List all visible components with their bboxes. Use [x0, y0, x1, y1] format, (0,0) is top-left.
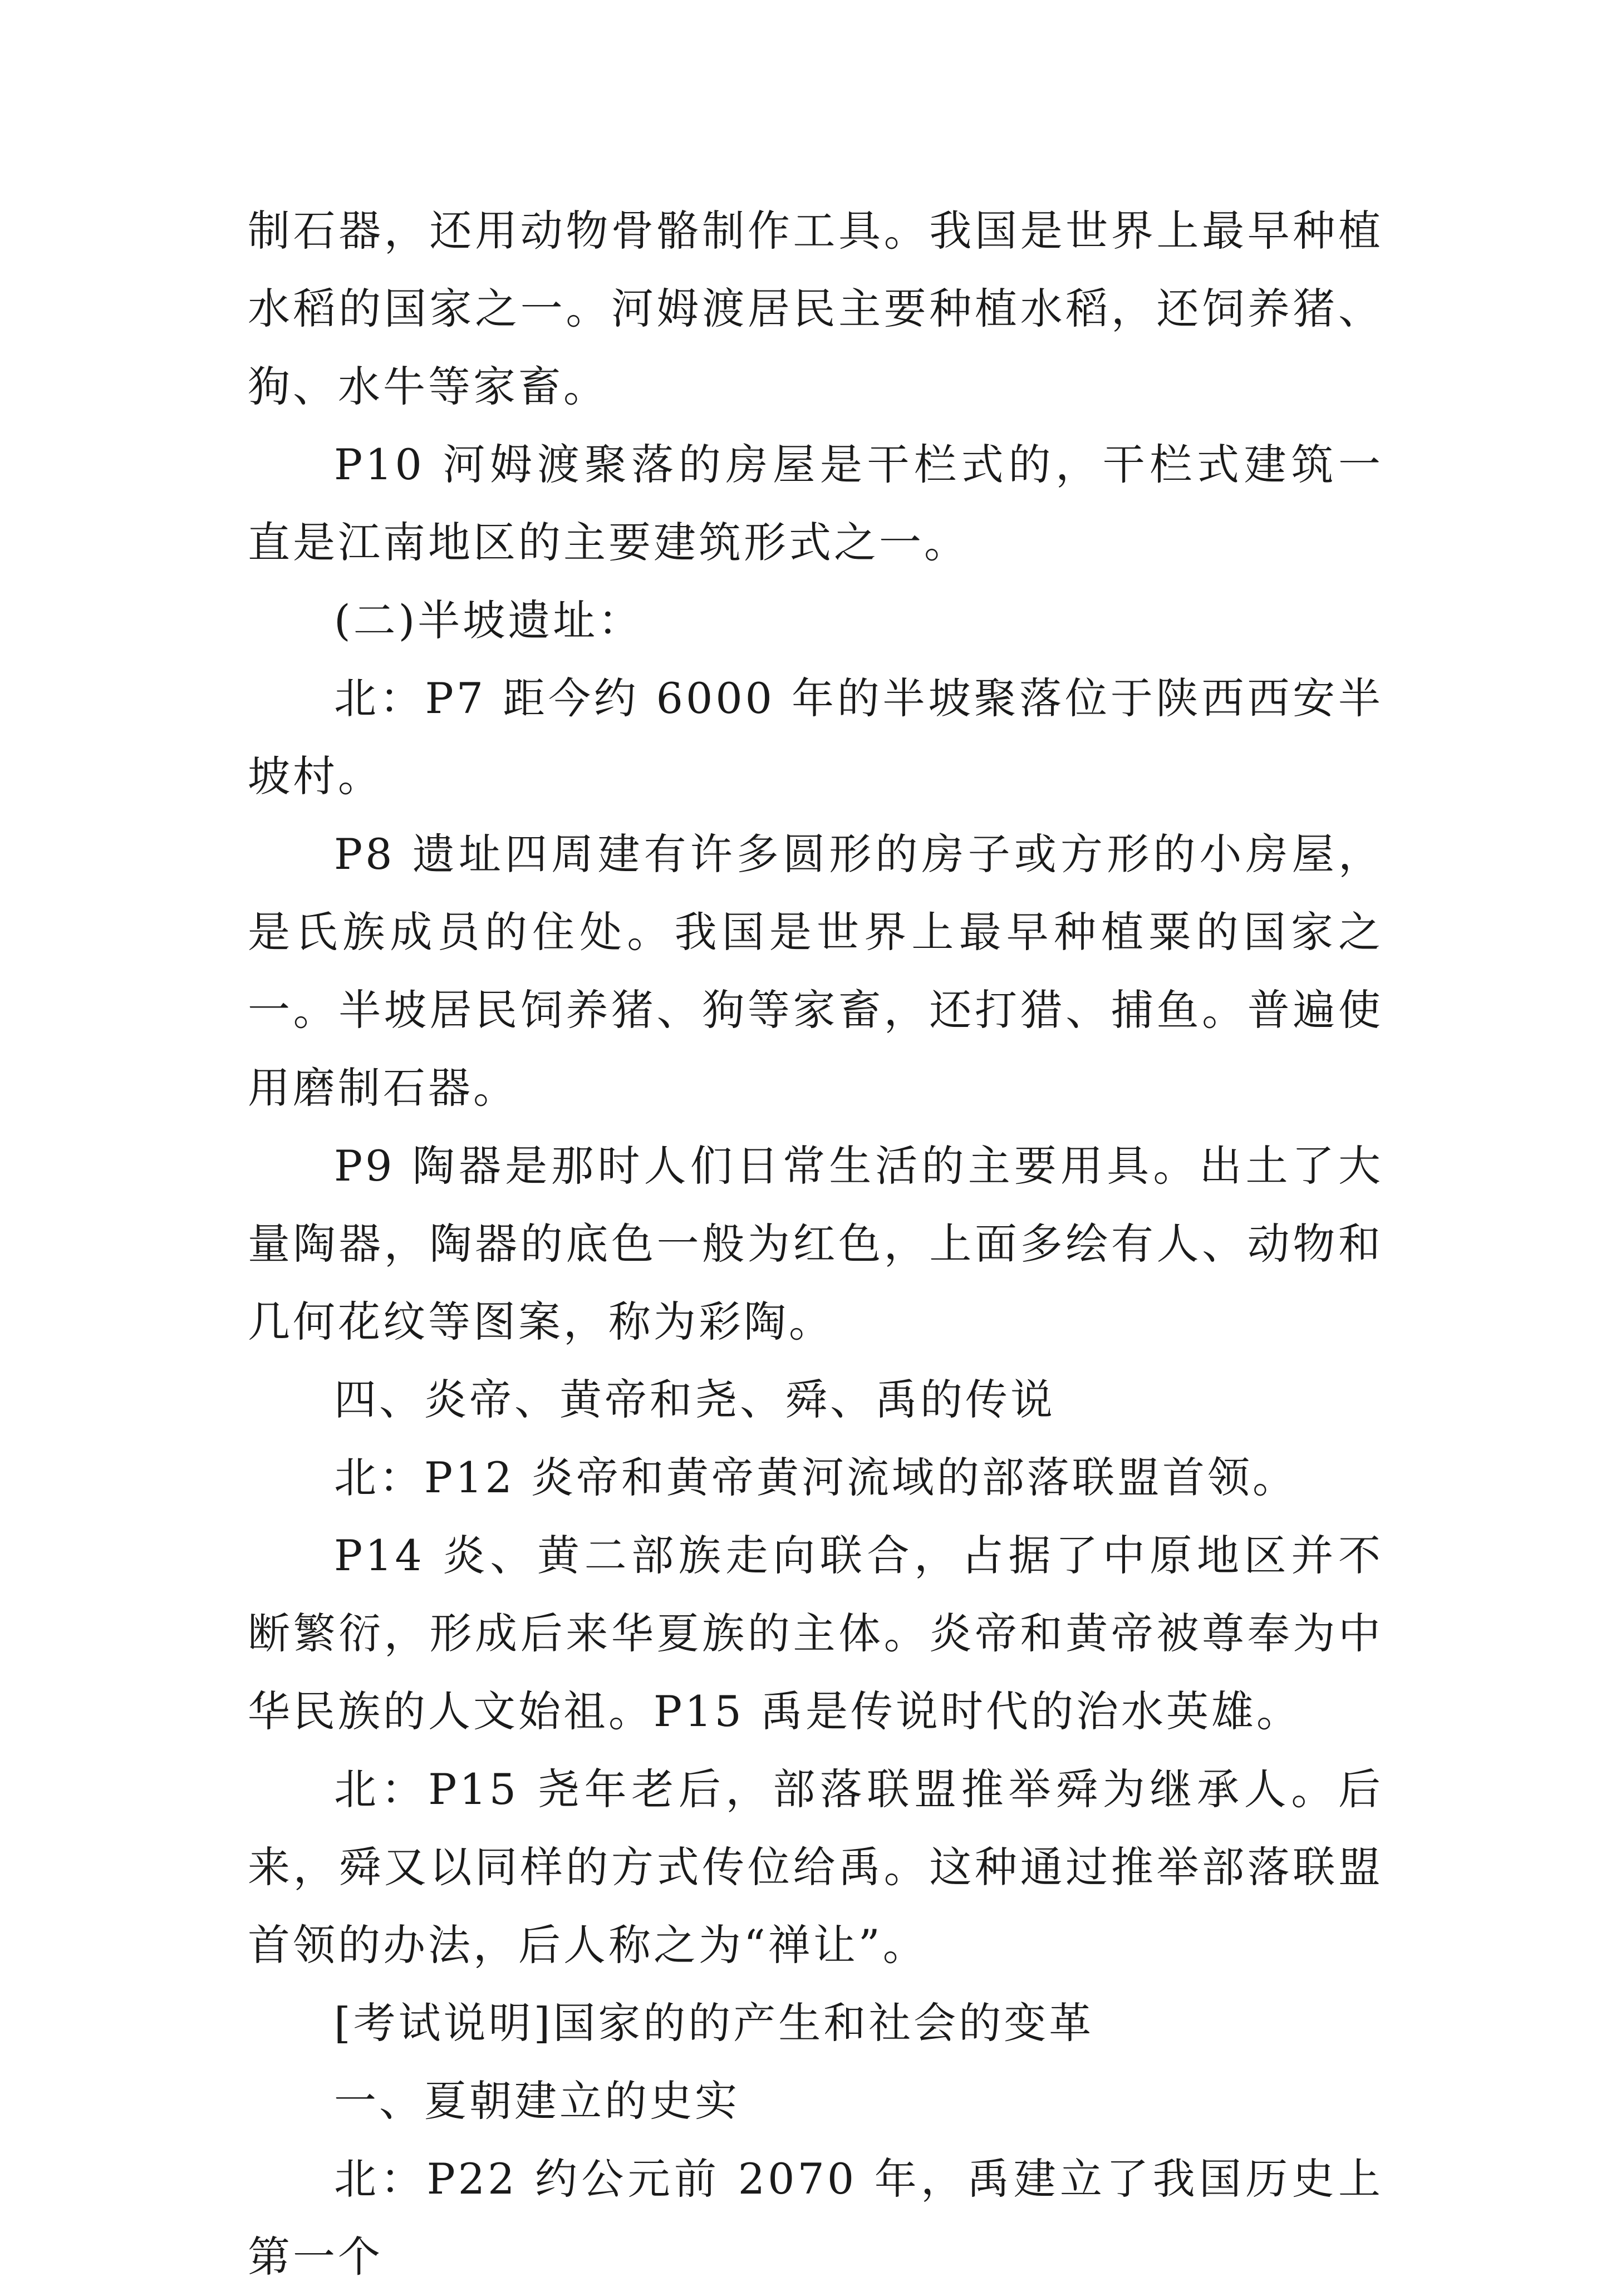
paragraph: P10 河姆渡聚落的房屋是干栏式的，干栏式建筑一直是江南地区的主要建筑形式之一。: [248, 440, 1383, 567]
paragraph: P9 陶器是那时人们日常生活的主要用具。出土了大量陶器，陶器的底色一般为红色，上面多绘有人、动物和几何花纹等图案，称为彩陶。: [248, 1141, 1383, 1346]
section-heading: [考试说明]国家的的产生和社会的变革: [334, 1998, 1094, 2048]
paragraph: 北：P12 炎帝和黄帝黄河流域的部落联盟首领。: [334, 1453, 1298, 1502]
section-heading: 四、炎帝、黄帝和尧、舜、禹的传说: [334, 1375, 1055, 1424]
document-body: [248, 192, 1383, 2296]
section-heading: (二)半坡遗址：: [334, 596, 644, 645]
section-heading: 一、夏朝建立的史实: [334, 2076, 740, 2126]
paragraph: P8 遗址四周建有许多圆形的房子或方形的小房屋，是氏族成员的住处。我国是世界上最早种植粟的国家之一。半坡居民饲养猪、狗等家畜，还打猎、捕鱼。普遍使用磨制石器。: [248, 829, 1383, 1113]
paragraph: 制石器，还用动物骨骼制作工具。我国是世界上最早种植水稻的国家之一。河姆渡居民主要种植水稻，还饲养猪、狗、水牛等家畜。: [248, 206, 1383, 411]
paragraph: P14 炎、黄二部族走向联合，占据了中原地区并不断繁衍，形成后来华夏族的主体。炎帝和黄帝被尊奉为中华民族的人文始祖。P15 禹是传说时代的治水英雄。: [248, 1531, 1383, 1736]
paragraph: 北：P7 距今约 6000 年的半坡聚落位于陕西西安半坡村。: [248, 673, 1383, 801]
paragraph: 北：P22 约公元前 2070 年，禹建立了我国历史上第一个: [248, 2154, 1383, 2282]
paragraph: 北：P15 尧年老后，部落联盟推举舜为继承人。后来，舜又以同样的方式传位给禹。这种通过推举部落联盟首领的办法，后人称之为“禅让”。: [248, 1764, 1383, 1970]
